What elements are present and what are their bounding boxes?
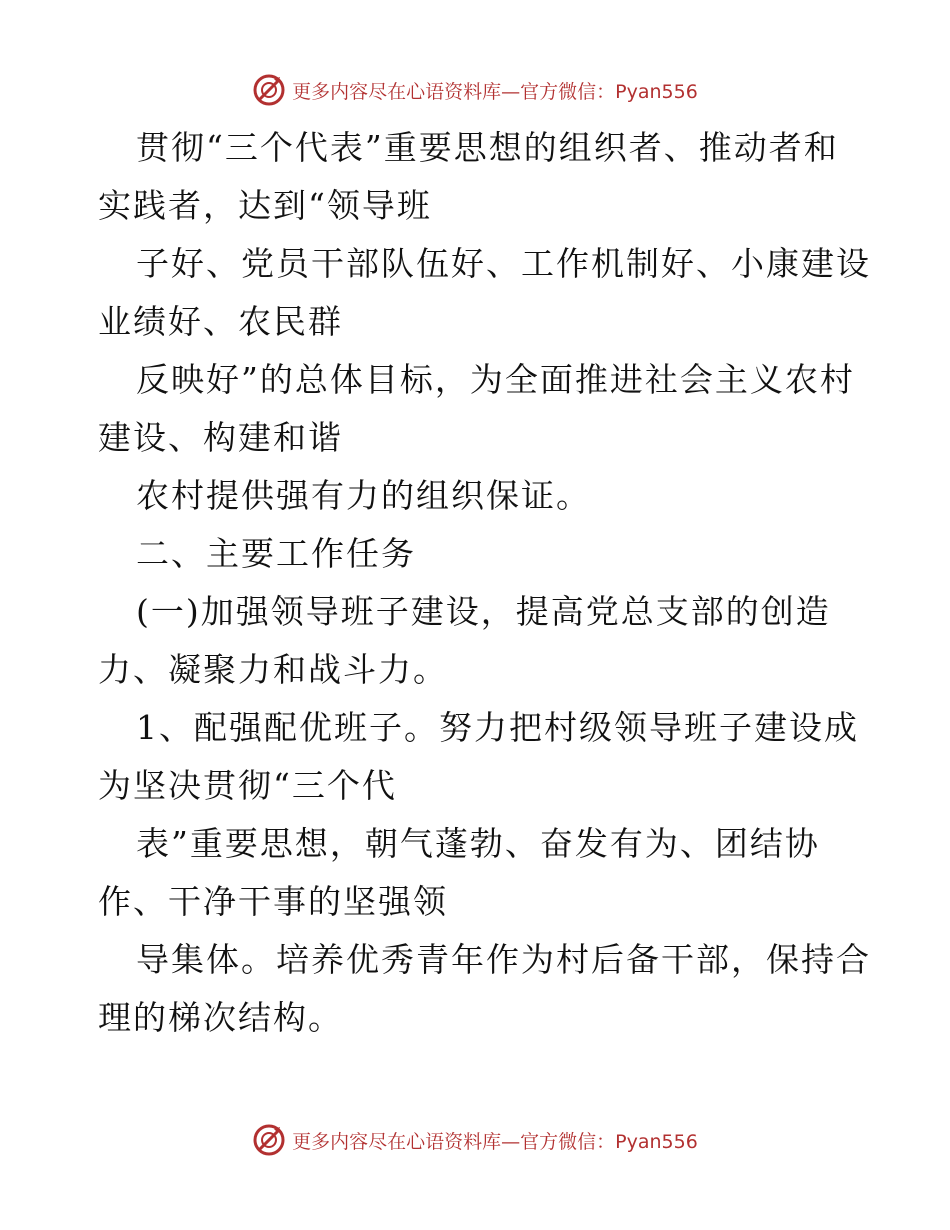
subsection-heading: (一)加强领导班子建设，提高党总支部的创造 [136,592,831,631]
body-line: 作、干净干事的坚强领 [98,882,448,921]
body-line: 理的梯次结构。 [98,998,343,1037]
brand-logo-icon [252,1123,286,1157]
footer-banner-text: 更多内容尽在心语资料库—官方微信：Pyan556 [292,1130,698,1153]
body-line: 为坚决贯彻“三个代 [98,766,397,805]
body-line: 实践者，达到“领导班 [98,186,432,225]
body-line: 建设、构建和谐 [98,418,343,457]
body-line: 农村提供强有力的组织保证。 [136,476,591,515]
body-line: 表”重要思想，朝气蓬勃、奋发有为、团结协 [136,824,820,863]
body-line: 业绩好、农民群 [98,302,343,341]
header-watermark-banner [0,70,950,110]
body-line: 1、配强配优班子。努力把村级领导班子建设成 [136,708,859,747]
body-line: 子好、党员干部队伍好、工作机制好、小康建设 [136,244,871,283]
footer-watermark-banner [0,1120,950,1160]
body-line: 贯彻“三个代表”重要思想的组织者、推动者和 [136,128,839,167]
body-line: 力、凝聚力和战斗力。 [98,650,448,689]
header-wechat-id: Pyan556 [615,80,698,103]
brand-logo-icon [252,73,286,107]
header-banner-text: 更多内容尽在心语资料库—官方微信：Pyan556 [292,80,698,103]
body-line: 导集体。培养优秀青年作为村后备干部，保持合 [136,940,871,979]
footer-wechat-id: Pyan556 [615,1130,698,1153]
body-line: 反映好”的总体目标，为全面推进社会主义农村 [136,360,855,399]
section-heading: 二、主要工作任务 [136,534,416,573]
